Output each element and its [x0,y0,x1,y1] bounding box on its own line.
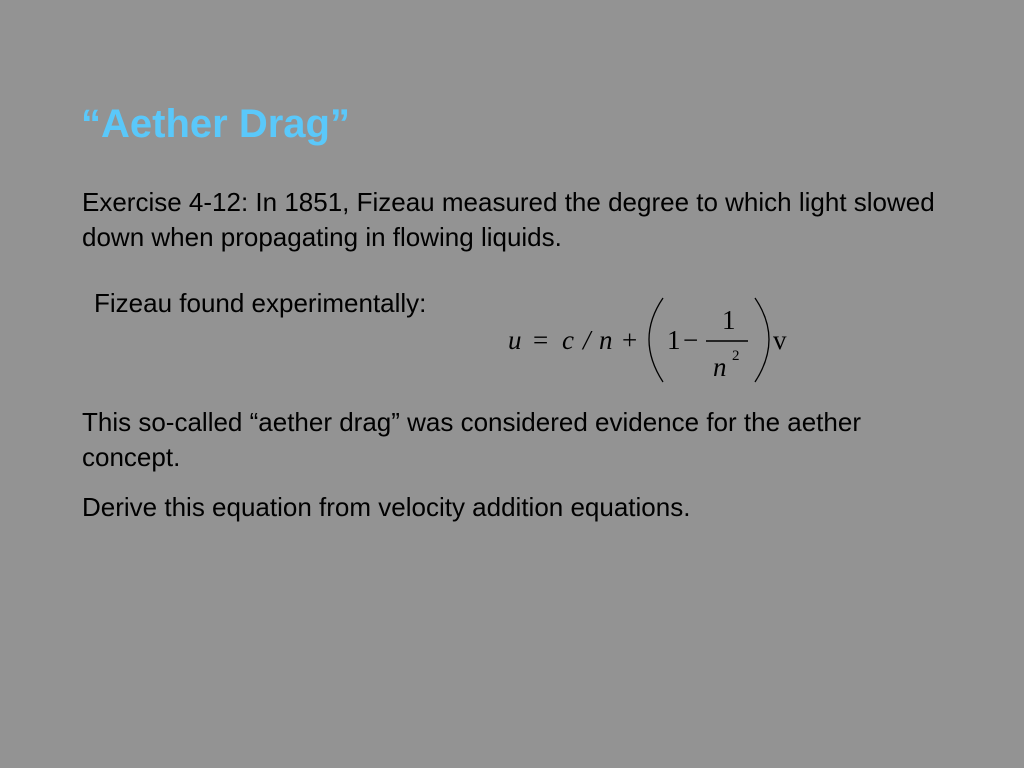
eq-slash: / [583,325,591,355]
fizeau-found-paragraph: Fizeau found experimentally: [94,288,427,318]
left-paren [649,298,663,382]
eq-c: c [562,325,574,355]
fizeau-equation [505,296,805,386]
eq-u: u [508,325,522,355]
eq-denominator: n [713,352,727,382]
eq-one: 1 [667,325,681,355]
right-paren [755,298,769,382]
eq-exponent: 2 [732,348,740,364]
derive-paragraph: Derive this equation from velocity addition equations. [82,492,691,522]
slide-title: “Aether Drag” [81,102,350,146]
evidence-paragraph: This so-called “aether drag” was considered evidence for the aether concept. [82,407,861,472]
exercise-paragraph: Exercise 4-12: In 1851, Fizeau measured the degree to which light slowed down when propagating in flowing liquids. [82,187,935,252]
eq-numerator: 1 [722,305,736,335]
eq-plus: + [622,325,638,355]
eq-v: v [773,325,787,355]
eq-equals: = [533,325,549,355]
eq-n: n [599,325,613,355]
equation-svg [505,296,805,386]
eq-minus: − [683,325,699,355]
